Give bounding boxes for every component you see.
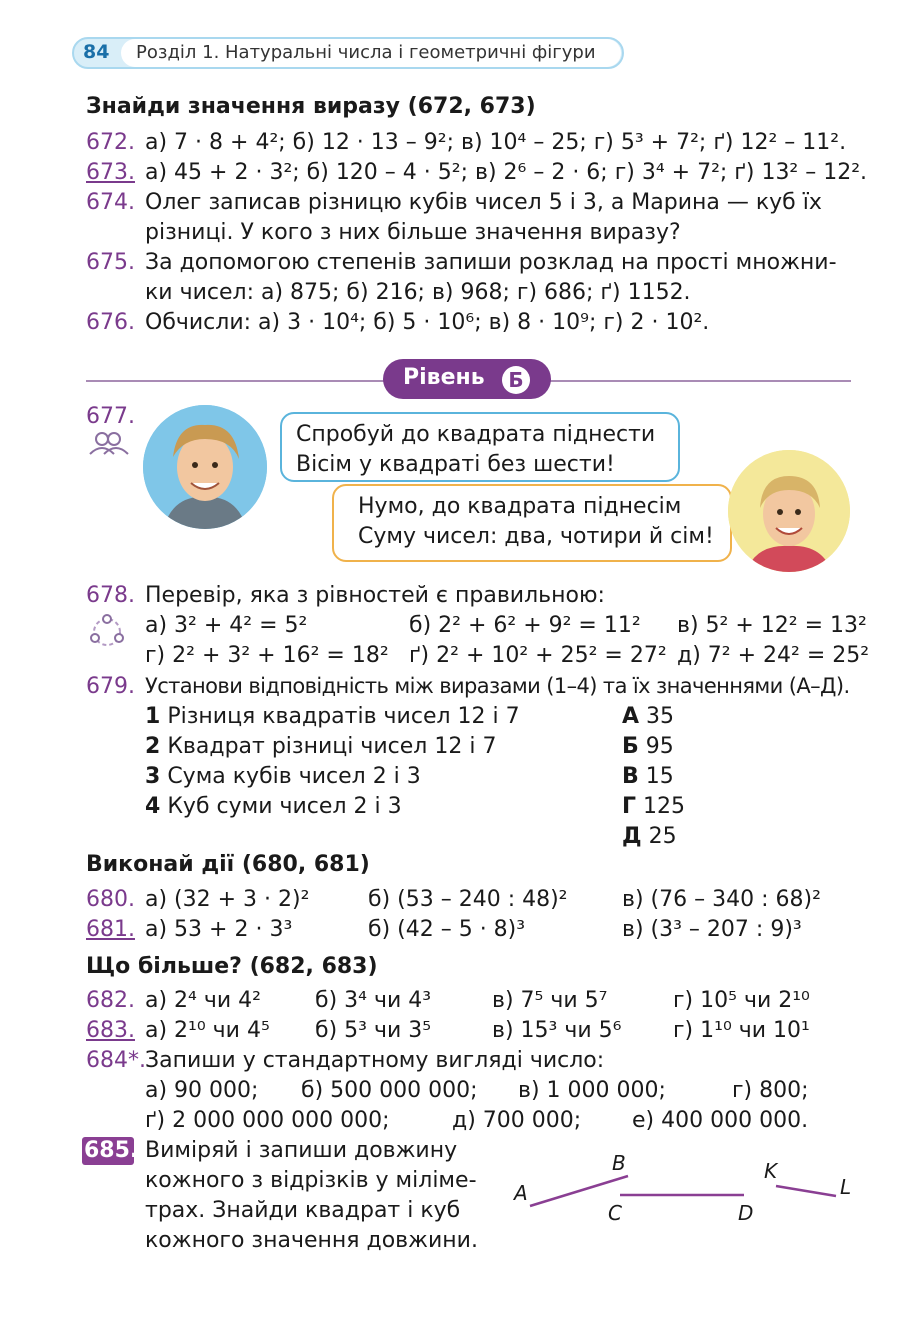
comparison: в) 7⁵ чи 5⁷ [492, 988, 608, 1013]
exercise-number: 685. [84, 1138, 139, 1163]
answer-item [622, 704, 674, 729]
match-key: 3 [145, 764, 161, 789]
exercise-text: Виміряй і запиши довжину [145, 1138, 458, 1163]
exercise-text: ки чисел: а) 875; б) 216; в) 968; г) 686; ґ) 1152. [145, 280, 691, 305]
equation: а) 3² + 4² = 5² [145, 613, 308, 638]
point-label-a: A [514, 1181, 528, 1205]
number-item: в) 1 000 000; [518, 1078, 666, 1103]
comparison: а) 2⁴ чи 4² [145, 988, 261, 1013]
answer-key: В [622, 764, 639, 789]
expression: в) (76 – 340 : 68)² [622, 887, 821, 912]
exercise-text: кожного з відрізків у міліме- [145, 1168, 477, 1193]
bubble-text: Спробуй до квадрата піднести [296, 422, 656, 447]
segments-figure [500, 1148, 870, 1228]
pair-work-icon [88, 430, 130, 456]
exercise-text: Установи відповідність між виразами (1–4) та їх значеннями (А–Д). [145, 674, 850, 698]
chapter-title: Розділ 1. Натуральні числа і геометричні фігури [136, 42, 596, 63]
number-item: б) 500 000 000; [301, 1078, 478, 1103]
comparison: б) 3⁴ чи 4³ [315, 988, 432, 1013]
level-badge: Б [502, 366, 530, 394]
expression: а) (32 + 3 · 2)² [145, 887, 310, 912]
match-item [145, 704, 520, 729]
expression: а) 53 + 2 · 3³ [145, 917, 293, 942]
expression: б) (42 – 5 · 8)³ [368, 917, 526, 942]
exercise-text: а) 7 · 8 + 4²; б) 12 · 13 – 9²; в) 10⁴ – 25; г) 5³ + 7²; ґ) 12² – 11². [145, 130, 847, 155]
section-title: Знайди значення виразу (672, 673) [86, 94, 536, 119]
answer-value: 15 [645, 764, 674, 789]
exercise-text: трах. Знайди квадрат і куб [145, 1198, 461, 1223]
exercise-text: Олег записав різницю кубів чисел 5 і 3, а Марина — куб їх [145, 190, 822, 215]
answer-item [622, 734, 674, 759]
section-title: Що більше? (682, 683) [86, 954, 378, 979]
answer-item [622, 824, 677, 849]
number-item: а) 90 000; [145, 1078, 259, 1103]
comparison: г) 10⁵ чи 2¹⁰ [673, 988, 810, 1013]
match-item [145, 734, 496, 759]
exercise-number: 679. [86, 674, 135, 699]
exercise-text: За допомогою степенів запиши розклад на прості множни- [145, 250, 837, 275]
comparison: а) 2¹⁰ чи 4⁵ [145, 1018, 270, 1043]
answer-value: 35 [646, 704, 675, 729]
exercise-number: 676. [86, 310, 135, 335]
point-label-c: C [608, 1201, 622, 1225]
exercise-number: 672. [86, 130, 135, 155]
answer-value: 25 [648, 824, 677, 849]
point-label-k: K [764, 1159, 778, 1183]
equation: в) 5² + 12² = 13² [677, 613, 867, 638]
comparison: б) 5³ чи 3⁵ [315, 1018, 432, 1043]
match-item [145, 794, 402, 819]
equation: д) 7² + 24² = 25² [677, 643, 870, 668]
answer-key: Д [622, 824, 642, 849]
level-label: Рівень [403, 365, 485, 390]
bubble-text: Суму чисел: два, чотири й сім! [358, 524, 714, 549]
match-text: Сума кубів чисел 2 і 3 [167, 764, 421, 789]
answer-value: 125 [643, 794, 686, 819]
point-label-d: D [738, 1201, 754, 1225]
exercise-number: 682. [86, 988, 135, 1013]
point-label-b: B [612, 1151, 626, 1175]
equation: ґ) 2² + 10² + 25² = 27² [409, 643, 667, 668]
exercise-text: Запиши у стандартному вигляді число: [145, 1048, 605, 1073]
exercise-number: 681. [86, 917, 135, 942]
exercise-number: 675. [86, 250, 135, 275]
match-text: Різниця квадратів чисел 12 і 7 [167, 704, 520, 729]
segment-kl [776, 1186, 836, 1196]
boy-avatar [143, 405, 267, 529]
match-key: 4 [145, 794, 161, 819]
number-item: ґ) 2 000 000 000 000; [145, 1108, 390, 1133]
number-item: г) 800; [732, 1078, 809, 1103]
exercise-number: 684*. [86, 1048, 146, 1073]
match-key: 2 [145, 734, 161, 759]
expression: б) (53 – 240 : 48)² [368, 887, 568, 912]
exercise-number: 673. [86, 160, 135, 185]
exercise-text: різниці. У кого з них більше значення виразу? [145, 220, 681, 245]
answer-value: 95 [645, 734, 674, 759]
answer-key: Б [622, 734, 639, 759]
exercise-number: 680. [86, 887, 135, 912]
exercise-text: Обчисли: а) 3 · 10⁴; б) 5 · 10⁶; в) 8 · 10⁹; г) 2 · 10². [145, 310, 710, 335]
expression: в) (3³ – 207 : 9)³ [622, 917, 802, 942]
exercise-text: а) 45 + 2 · 3²; б) 120 – 4 · 5²; в) 2⁶ – 2 · 6; г) 3⁴ + 7²; ґ) 13² – 12². [145, 160, 868, 185]
girl-avatar [728, 450, 850, 572]
point-label-l: L [840, 1175, 852, 1199]
number-item: д) 700 000; [452, 1108, 582, 1133]
answer-key: Г [622, 794, 637, 819]
equation: г) 2² + 3² + 16² = 18² [145, 643, 389, 668]
exercise-number: 683. [86, 1018, 135, 1043]
match-text: Квадрат різниці чисел 12 і 7 [167, 734, 497, 759]
answer-key: А [622, 704, 640, 729]
comparison: г) 1¹⁰ чи 10¹ [673, 1018, 810, 1043]
bubble-text: Нумо, до квадрата піднесім [358, 494, 682, 519]
exercise-text: кожного значення довжини. [145, 1228, 478, 1253]
equation: б) 2² + 6² + 9² = 11² [409, 613, 641, 638]
section-title: Виконай дії (680, 681) [86, 852, 370, 877]
number-item: е) 400 000 000. [632, 1108, 809, 1133]
answer-item [622, 764, 674, 789]
match-item [145, 764, 421, 789]
answer-item [622, 794, 685, 819]
exercise-number: 674. [86, 190, 135, 215]
exercise-number: 677. [86, 404, 135, 429]
bubble-text: Вісім у квадраті без шести! [296, 452, 615, 477]
match-text: Куб суми чисел 2 і 3 [167, 794, 402, 819]
match-key: 1 [145, 704, 161, 729]
exercise-number: 678. [86, 583, 135, 608]
group-work-icon [88, 614, 126, 650]
comparison: в) 15³ чи 5⁶ [492, 1018, 622, 1043]
exercise-text: Перевір, яка з рівностей є правильною: [145, 583, 605, 608]
page-number: 84 [83, 41, 110, 63]
